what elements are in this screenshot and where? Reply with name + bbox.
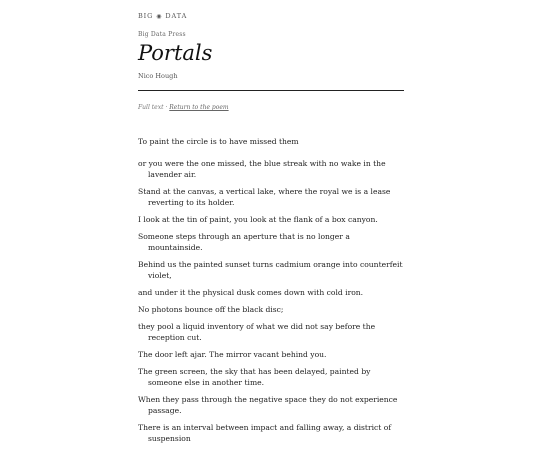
brand-mark-icon: ◉ <box>156 12 163 20</box>
poem-line: Stand at the canvas, a vertical lake, where the royal we is a lease reverting to its holder. <box>138 187 391 207</box>
brand-word-left: BIG <box>138 12 154 20</box>
poem-line: The door left ajar. The mirror vacant behind you. <box>138 350 327 359</box>
brand-logo[interactable] <box>138 12 404 20</box>
return-to-poem-link[interactable]: Return to the poem <box>169 104 229 111</box>
author-name: Nico Hough <box>138 72 178 80</box>
publisher-name: Big Data Press <box>138 31 186 38</box>
full-text-label: Full text <box>138 104 164 111</box>
poem-line: or you were the one missed, the blue streak with no wake in the lavender air. <box>138 159 386 179</box>
poem-line: To paint the circle is to have missed them <box>138 137 299 146</box>
poem-body <box>138 136 404 450</box>
meta-separator: · <box>163 104 170 111</box>
poem-line: they pool a liquid inventory of what we did not say before the reception cut. <box>138 322 376 342</box>
title-divider <box>138 90 404 91</box>
poem-line: Behind us the painted sunset turns cadmium orange into counterfeit violet, <box>138 260 403 280</box>
poem-line: When they pass through the negative space they do not experience passage. <box>138 395 398 415</box>
poem-line: No photons bounce off the black disc; <box>138 305 284 314</box>
poem-line: I look at the tin of paint, you look at the flank of a box canyon. <box>138 215 378 224</box>
page-title: Portals <box>138 41 213 65</box>
brand-word-right: DATA <box>165 12 188 20</box>
poem-line: The green screen, the sky that has been delayed, painted by someone else in another time. <box>138 367 371 387</box>
text-meta <box>138 104 404 111</box>
poem-line: Someone steps through an aperture that is no longer a mountainside. <box>138 232 350 252</box>
poem-line: There is an interval between impact and falling away, a district of suspension <box>138 423 392 443</box>
poem-line: and under it the physical dusk comes down with cold iron. <box>138 288 364 297</box>
